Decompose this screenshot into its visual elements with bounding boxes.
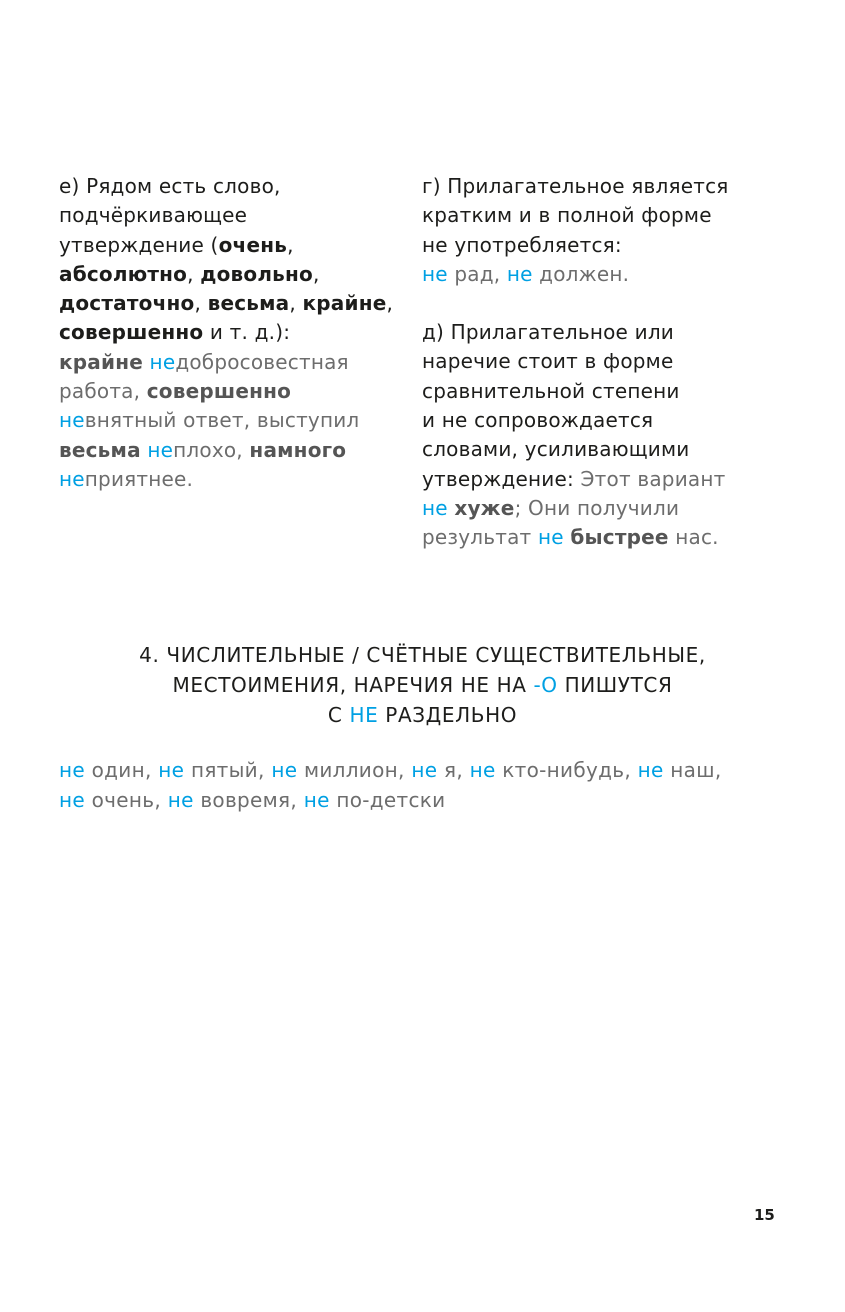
text-run: , (287, 232, 294, 257)
text-line (59, 377, 389, 406)
text-run: д) Прилагательное или (422, 320, 675, 345)
section-heading (0, 640, 845, 730)
text-line (59, 756, 799, 786)
text-line (59, 406, 389, 435)
text-run: весьма (207, 291, 290, 316)
highlight-particle: не (59, 758, 85, 782)
text-run: крайне (302, 291, 387, 316)
text-run: намного (249, 437, 347, 462)
text-run: приятнее. (84, 466, 194, 491)
text-run: С (327, 703, 350, 727)
text-run: МЕСТОИМЕНИЯ, НАРЕЧИЯ НЕ НА (172, 673, 534, 697)
text-run: е) Рядом есть слово, (59, 174, 281, 198)
text-line (59, 465, 389, 494)
highlight-particle: не (506, 261, 533, 286)
text-run: один, (84, 758, 159, 782)
text-run: очень, (84, 787, 168, 812)
highlight-particle: не (637, 758, 664, 782)
text-line (59, 436, 389, 465)
text-run: , (312, 261, 320, 286)
highlight-particle: не (271, 758, 298, 782)
highlight-particle: -О (533, 673, 558, 697)
text-run: крайне (59, 349, 143, 374)
highlight-particle: не (59, 466, 85, 491)
text-run: я, (437, 758, 470, 782)
highlight-particle: не (167, 787, 194, 812)
rule-d-paragraph (422, 318, 752, 552)
highlight-particle: НЕ (349, 703, 379, 727)
text-run: не употребляется: (422, 232, 622, 257)
text-line (422, 523, 752, 552)
text-run: миллион, (297, 758, 412, 782)
text-run: рад, (447, 261, 507, 286)
text-run: ; Они получили (514, 495, 680, 520)
text-line (422, 406, 752, 435)
text-line (0, 670, 845, 700)
text-line (59, 172, 389, 201)
text-line (422, 172, 752, 201)
text-run: утверждение ( (59, 232, 219, 257)
highlight-particle: не (158, 758, 185, 782)
text-line (59, 289, 394, 318)
highlight-particle: не (422, 495, 448, 520)
text-run: весьма (59, 437, 141, 462)
text-run: , (386, 291, 394, 316)
text-line (422, 494, 752, 523)
text-run: должен. (532, 261, 630, 286)
text-run: подчёркивающее (59, 203, 248, 228)
text-run: хуже (454, 495, 515, 520)
text-line (422, 318, 752, 347)
text-run: сравнительной степени (422, 378, 680, 403)
text-run: плохо, (173, 437, 250, 462)
highlight-particle: не (469, 758, 496, 782)
text-run: утверждение: (422, 466, 581, 491)
text-run: совершенно (59, 320, 204, 345)
text-line (59, 260, 389, 289)
text-run: по-детски (329, 787, 446, 812)
highlight-particle: не (147, 437, 174, 462)
text-run: кратким и в полной форме (422, 203, 712, 228)
text-line (0, 640, 845, 670)
text-run: быстрее (570, 525, 669, 550)
text-line (59, 786, 799, 816)
highlight-particle: не (537, 525, 564, 550)
rules-g-d-column (422, 172, 752, 553)
text-run: довольно (200, 261, 313, 286)
text-run: абсолютно (59, 261, 188, 286)
text-run: и т. д.): (203, 320, 291, 345)
text-run: внятный ответ, выступил (84, 408, 360, 433)
highlight-particle: не (303, 787, 330, 812)
text-run: словами, усиливающими (422, 437, 690, 462)
text-run: наш, (663, 758, 722, 782)
text-line (0, 700, 845, 730)
text-run: работа, (59, 379, 147, 404)
text-line (422, 377, 752, 406)
text-run: , (289, 291, 303, 316)
text-line (59, 348, 389, 377)
highlight-particle: не (411, 758, 438, 782)
text-run: кто-нибудь, (495, 758, 638, 782)
highlight-particle: не (59, 408, 85, 433)
page-number: 15 (754, 1206, 775, 1224)
section-examples (59, 756, 799, 815)
text-run: совершенно (146, 379, 292, 404)
text-run: пятый, (184, 758, 272, 782)
text-line (59, 318, 389, 347)
text-run: вовремя, (193, 787, 304, 812)
text-line (422, 231, 752, 260)
text-run: , (194, 291, 208, 316)
text-line (59, 231, 389, 260)
text-run: нас. (668, 525, 719, 550)
text-line (422, 201, 752, 230)
text-run: очень (218, 232, 288, 257)
highlight-particle: не (422, 261, 448, 286)
text-line (422, 465, 752, 494)
text-run: ПИШУТСЯ (557, 673, 673, 697)
text-run: наречие стоит в форме (422, 349, 674, 374)
rule-e-column (59, 172, 394, 494)
rule-g-paragraph (422, 172, 752, 289)
text-run: г) Прилагательное является (422, 174, 729, 198)
highlight-particle: не (149, 349, 176, 374)
text-line (422, 435, 752, 464)
highlight-particle: не (59, 787, 85, 812)
text-line (59, 201, 389, 230)
text-run: и не сопровождается (422, 408, 654, 433)
text-run: достаточно (59, 291, 195, 316)
text-line (422, 260, 752, 289)
text-line (422, 347, 752, 376)
text-run: 4. ЧИСЛИТЕЛЬНЫЕ / СЧЁТНЫЕ СУЩЕСТВИТЕЛЬНЫЕ, (139, 643, 706, 667)
text-run: РАЗДЕЛЬНО (378, 703, 518, 727)
text-run: результат (422, 525, 538, 550)
text-run: , (187, 261, 201, 286)
text-run: добросовестная (175, 349, 349, 374)
text-run: Этот вариант (580, 466, 726, 491)
